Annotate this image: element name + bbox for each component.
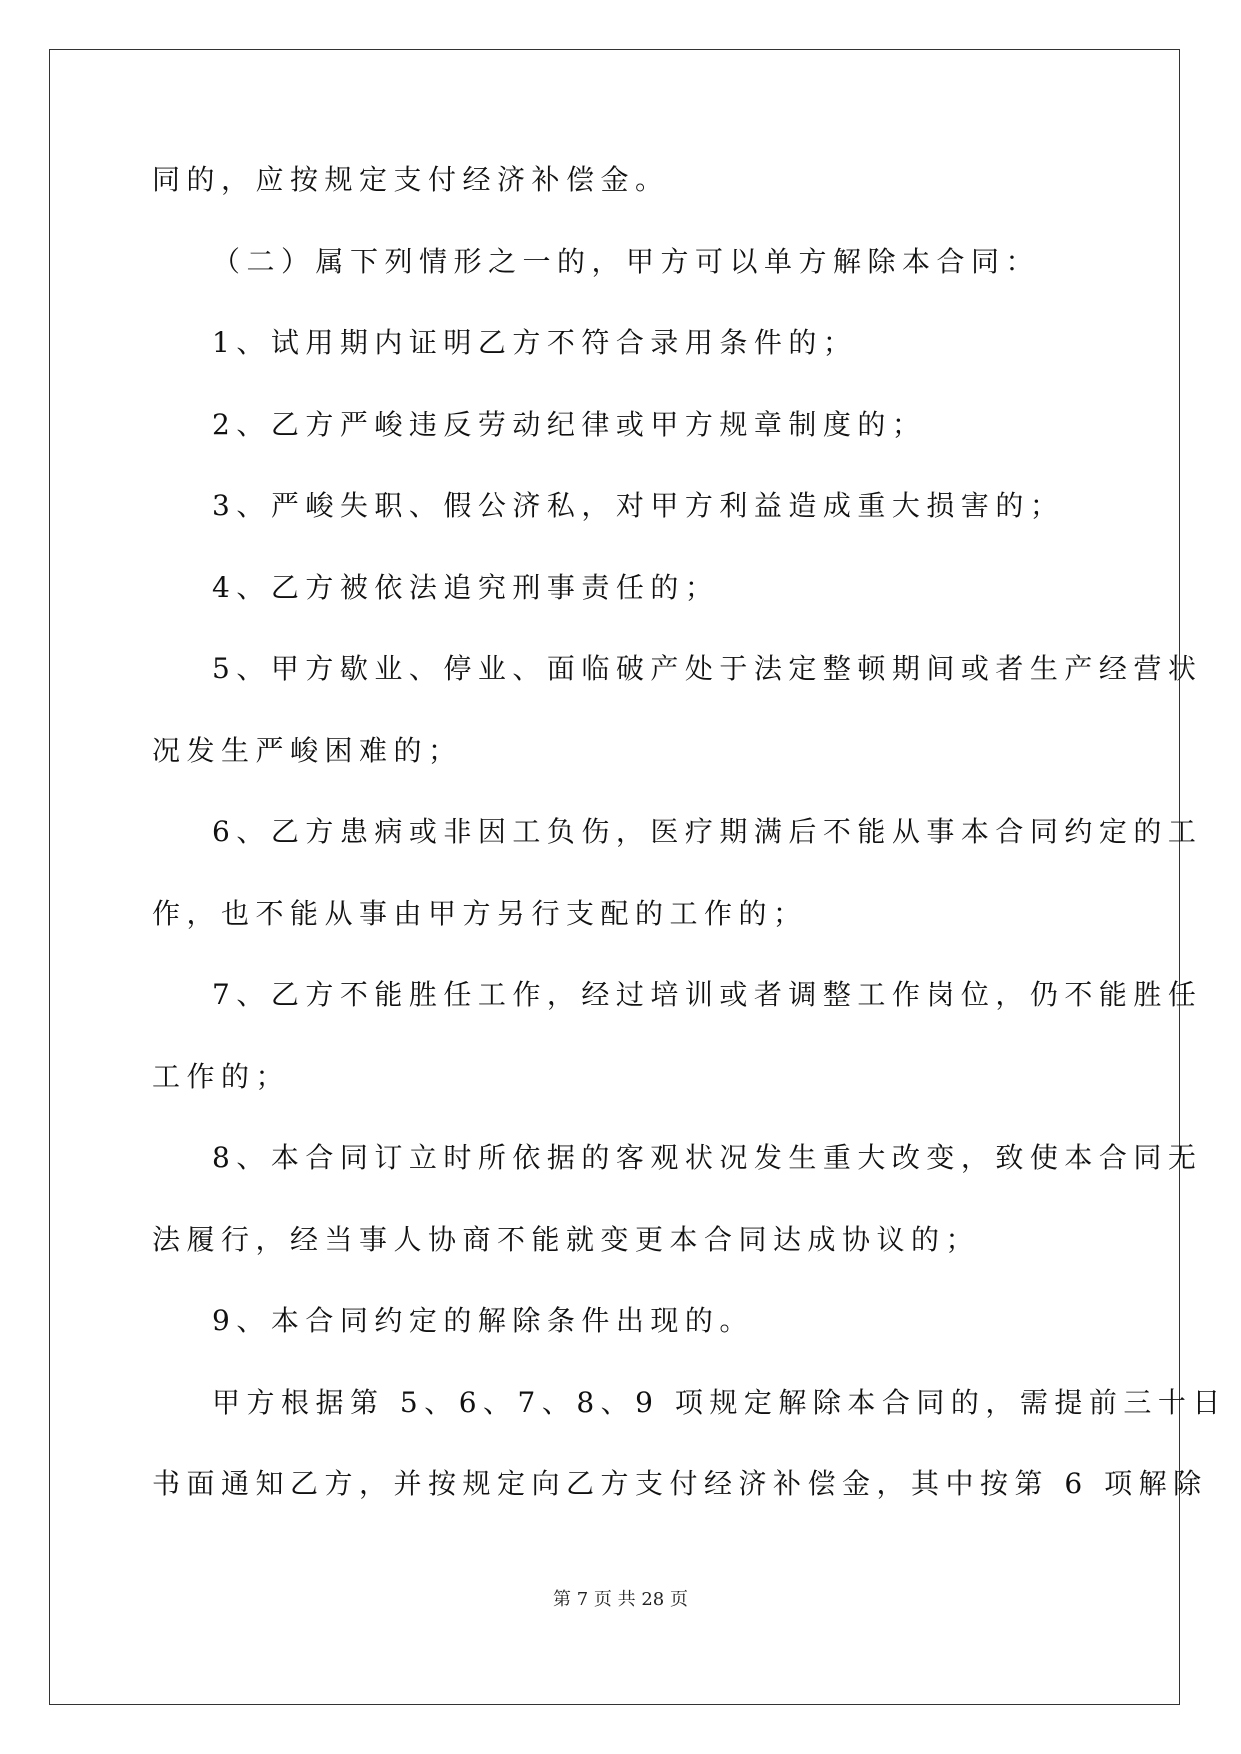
list-item: 1、试用期内证明乙方不符合录用条件的； bbox=[212, 326, 858, 359]
paragraph: 甲方根据第 5、6、7、8、9 项规定解除本合同的，需提前三十日 bbox=[212, 1385, 1227, 1419]
text-line: 同的，应按规定支付经济补偿金。 bbox=[152, 163, 670, 196]
page-number-footer: 第 7 页 共 28 页 bbox=[553, 1589, 688, 1610]
list-item: 8、本合同订立时所依据的客观状况发生重大改变，致使本合同无 bbox=[212, 1141, 1203, 1174]
list-item-continuation: 法履行，经当事人协商不能就变更本合同达成协议的； bbox=[152, 1222, 981, 1256]
list-item: 5、甲方歇业、停业、面临破产处于法定整顿期间或者生产经营状 bbox=[212, 652, 1203, 685]
list-item: 3、严峻失职、假公济私，对甲方利益造成重大损害的； bbox=[212, 489, 1065, 522]
list-item: 4、乙方被依法追究刑事责任的； bbox=[212, 570, 720, 604]
section-heading: （二）属下列情形之一的，甲方可以单方解除本合同： bbox=[212, 244, 1041, 278]
list-item: 2、乙方严峻违反劳动纪律或甲方规章制度的； bbox=[212, 407, 927, 441]
list-item: 6、乙方患病或非因工负伤，医疗期满后不能从事本合同约定的工 bbox=[212, 815, 1203, 848]
list-item: 9、本合同约定的解除条件出现的。 bbox=[212, 1304, 754, 1337]
list-item-continuation: 工作的； bbox=[152, 1059, 291, 1093]
list-item-continuation: 作，也不能从事由甲方另行支配的工作的； bbox=[152, 896, 808, 930]
list-item: 7、乙方不能胜任工作，经过培训或者调整工作岗位，仍不能胜任 bbox=[212, 978, 1203, 1011]
document-body bbox=[152, 154, 1227, 1540]
list-item-continuation: 况发生严峻困难的； bbox=[152, 733, 463, 767]
paragraph-continuation: 书面通知乙方，并按规定向乙方支付经济补偿金，其中按第 6 项解除 bbox=[152, 1467, 1208, 1500]
